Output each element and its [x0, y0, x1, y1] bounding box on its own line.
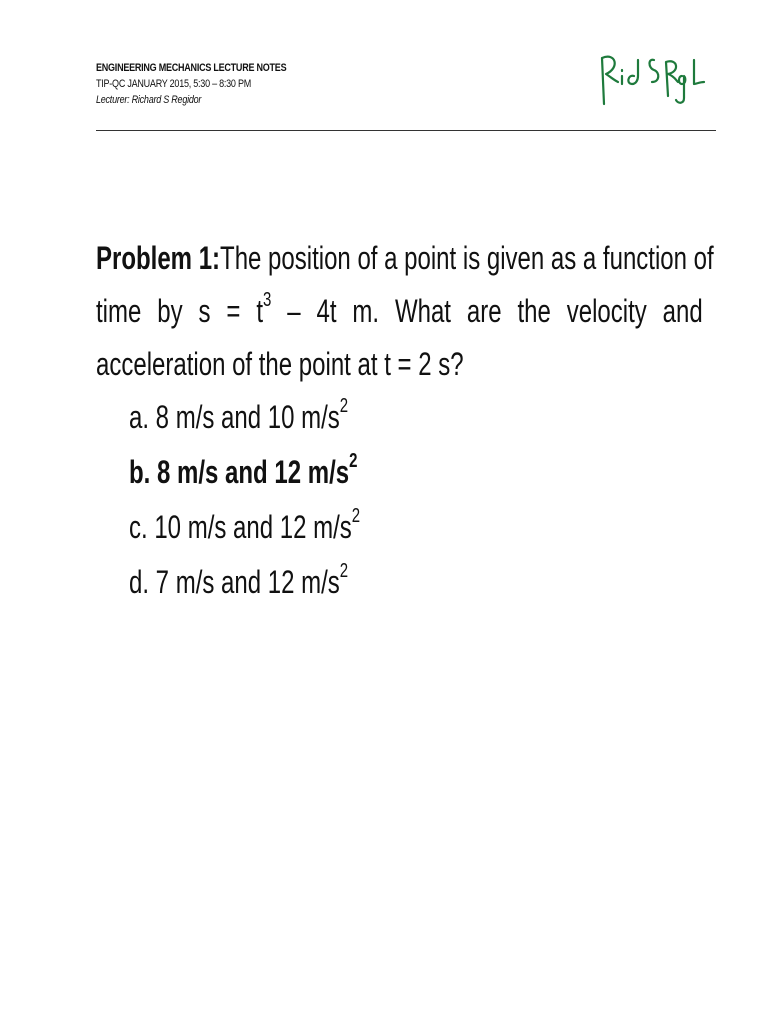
word: are	[466, 293, 502, 329]
problem-line-3: acceleration of the point at t = 2 s?	[96, 346, 464, 382]
word-base: t	[256, 293, 263, 329]
word: time	[96, 293, 142, 329]
word: and	[662, 293, 703, 329]
exponent: 2	[339, 395, 349, 418]
exponent: 3	[262, 289, 272, 312]
problem-label: Problem 1:	[96, 240, 221, 276]
word: velocity	[566, 293, 647, 329]
problem-statement	[96, 232, 714, 391]
problem-line-1	[96, 232, 714, 285]
lecturer-line: Lecturer: Richard S Regidor	[96, 94, 202, 106]
word: s	[198, 293, 211, 329]
exponent: 2	[351, 505, 361, 528]
problem-text-1: The position of a point is given as a function of	[220, 240, 714, 276]
option-text: c. 10 m/s and 12 m/s	[129, 509, 352, 545]
exponent: 2	[339, 560, 349, 583]
schedule-line: TIP-QC JANUARY 2015, 5:30 – 8:30 PM	[96, 78, 252, 90]
word: by	[157, 293, 183, 329]
option-d	[129, 555, 360, 610]
word: the	[517, 293, 551, 329]
word: What	[394, 293, 451, 329]
exponent: 2	[349, 450, 358, 473]
option-c	[129, 500, 360, 555]
word: =	[226, 293, 241, 329]
option-b-correct	[129, 445, 360, 500]
header-divider	[96, 130, 716, 131]
option-text: b. 8 m/s and 12 m/s	[129, 454, 350, 490]
option-text: a. 8 m/s and 10 m/s	[129, 399, 340, 435]
handwritten-signature	[596, 46, 706, 116]
word: m.	[352, 293, 380, 329]
word: 4t	[316, 293, 337, 329]
word	[256, 285, 271, 338]
answer-options	[129, 390, 437, 610]
problem-line-2	[96, 285, 703, 338]
option-text: d. 7 m/s and 12 m/s	[129, 564, 340, 600]
document-header	[96, 60, 596, 108]
option-a	[129, 390, 360, 445]
course-title: ENGINEERING MECHANICS LECTURE NOTES	[96, 62, 287, 74]
word: –	[287, 293, 301, 329]
